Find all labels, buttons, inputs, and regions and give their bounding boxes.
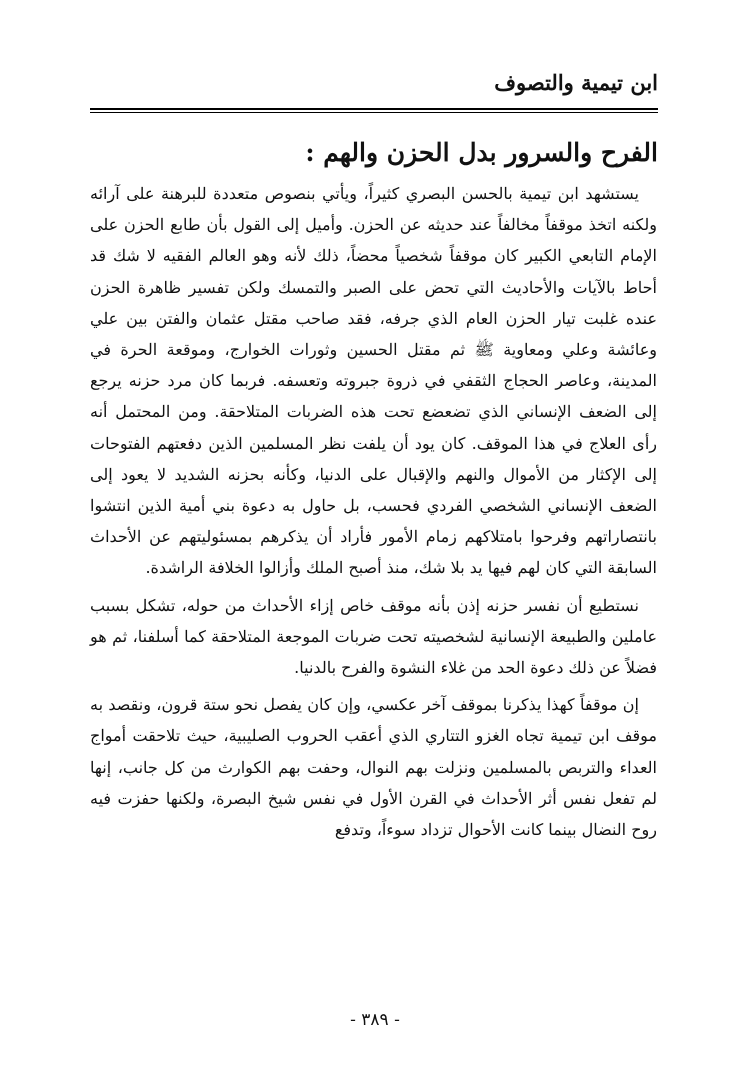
page-number: - ٣٨٩ - xyxy=(350,1010,400,1030)
header-rule-thin xyxy=(90,112,658,113)
paragraph-2: نستطيع أن نفسر حزنه إذن بأنه موقف خاص إزاء الأحداث من حوله، تشكل بسبب عاملين والطبيعة الإنسانية لشخصيته تحت ضربات الموجعة المتلاحقة كما أسلفنا، ثم هو فضلاً عن ذلك دعوة الحد من غلاء النشوة والفرح بالدنيا. xyxy=(90,595,657,678)
paragraph-1: يستشهد ابن تيمية بالحسن البصري كثيراً، ويأتي بنصوص متعددة للبرهنة على آرائه ولكنه اتخذ موقفاً مخالفاً عند حديثه عن الحزن. وأميل إلى القول بأن طابع الحزن على الإمام التابعي الكبير كان موقفاً شخصياً محضاً، ذلك لأنه وهو العالم الفقيه لا شك قد أحاط بالآيات والأحاديث التي تحض على الصبر والتمسك ولكن تفسير ظاهرة الحزن عنده غلبت تيار الحزن العام الذي جرفه، فقد صاحب مقتل عثمان والفتن بين علي وعائشة وعلي ومعاوية ﷺ ثم مقتل الحسين وثورات الخوارج، وموقعة الحرة في المدينة، وعاصر الحجاج الثقفي في ذروة جبروته وتعسفه. فربما كان مرد حزنه يرجع إلى الضعف الإنساني الذي تضعضع تحت هذه الضربات المتلاحقة. ومن المحتمل أنه رأى العلاج في هذا الموقف. كان يود أن يلفت نظر المسلمين الذين دفعتهم الفتوحات إلى الإكثار من الأموال والنهم والإقبال على الدنيا، وكأنه بحزنه الشديد لا يعود إلى الضعف الإنساني الشخصي الفردي فحسب، بل حاول به دعوة بني أمية الذين انتشوا بانتصاراتهم وفرحوا بامتلاكهم زمام الأمور فأراد أن يذكرهم بمسئوليتهم عن الأحداث السابقة التي كان لهم فيها يد بلا شك، منذ أصبح الملك وأزالوا الخلافة الراشدة. xyxy=(90,184,658,578)
body-text xyxy=(90,178,657,851)
paragraph-3: إن موقفاً كهذا يذكرنا بموقف آخر عكسي، وإن كان يفصل نحو ستة قرون، ونقصد به موقف ابن تيمية تجاه الغزو التتاري الذي أعقب الحروب الصليبية، حيث تلاحقت أمواج العداء والتربص بالمسلمين ونزلت بهم النوال، وحفت بهم الكوارث من كل جانب، إنها لم تفعل نفس أثر الأحداث في القرن الأول في نفس شيخ البصرة، ولكنها حفزت فيه روح النضال بينما كانت الأحوال تزداد سوءاً، وتدفع xyxy=(90,695,657,840)
running-header-title: ابن تيمية والتصوف xyxy=(494,70,658,95)
header-rule xyxy=(90,108,658,110)
section-title: الفرح والسرور بدل الحزن والهم : xyxy=(305,138,658,167)
